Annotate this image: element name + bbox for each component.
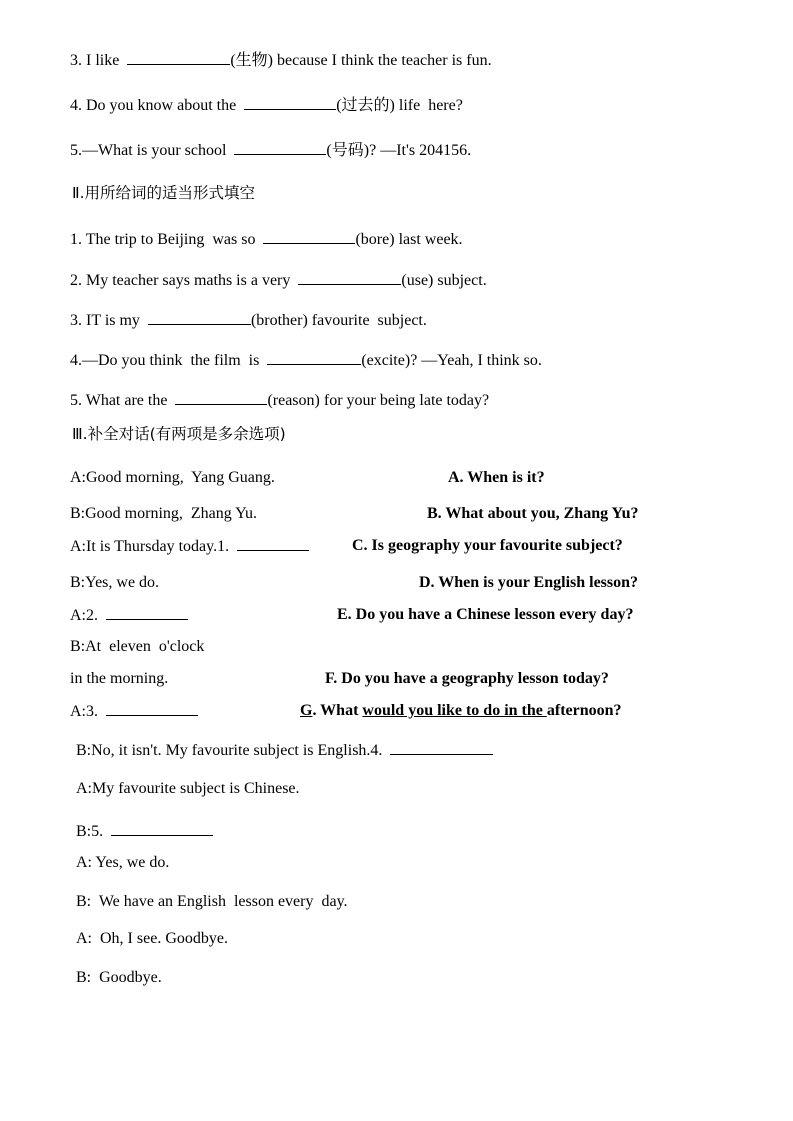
question-text: 3. I like: [70, 52, 120, 69]
question-hint: (过去的): [336, 97, 395, 114]
dialogue-line: in the morning.: [70, 670, 169, 687]
dialogue-line: A: Yes, we do.: [76, 854, 170, 871]
question-hint: (excite): [361, 352, 411, 369]
question-hint: (brother): [250, 312, 308, 329]
question-p2-4: [70, 350, 542, 371]
question-text: ? —Yeah, I think so.: [410, 352, 542, 369]
answer-blank[interactable]: [237, 536, 309, 551]
dialogue-line: B:Good morning, Zhang Yu.: [70, 505, 257, 522]
question-text: because I think the teacher is fun.: [273, 52, 492, 69]
dialogue-line: A:Good morning, Yang Guang.: [70, 469, 275, 486]
dialogue-line: B:Yes, we do.: [70, 574, 160, 591]
dialogue-line: [76, 740, 493, 761]
option-g-text: would you like to do in the: [362, 702, 547, 719]
dialogue-line: B: Goodbye.: [76, 969, 162, 986]
dialogue-line: A: Oh, I see. Goodbye.: [76, 930, 228, 947]
dialogue-text: A:2.: [70, 607, 98, 624]
question-text: for your being late today?: [319, 392, 490, 409]
option-g: [300, 701, 622, 721]
question-p2-3: [70, 310, 427, 331]
question-hint: (bore): [355, 231, 395, 248]
question-p1-3: [70, 50, 492, 71]
question-text: favourite subject.: [307, 312, 427, 329]
dialogue-line: [70, 605, 188, 626]
dialogue-line: B:At eleven o'clock: [70, 638, 205, 655]
answer-blank[interactable]: [244, 95, 336, 110]
answer-blank[interactable]: [175, 390, 267, 405]
answer-blank[interactable]: [390, 740, 493, 755]
question-text: 4.—Do you think the film is: [70, 352, 260, 369]
section-heading-3: Ⅲ.补全对话(有两项是多余选项): [72, 425, 286, 443]
question-text: 4. Do you know about the: [70, 97, 237, 114]
option-f: F. Do you have a geography lesson today?: [325, 670, 609, 687]
question-text: life here?: [394, 97, 463, 114]
answer-blank[interactable]: [111, 821, 213, 836]
answer-blank[interactable]: [127, 50, 230, 65]
question-text: 1. The trip to Beijing was so: [70, 231, 256, 248]
question-p1-5: [70, 140, 471, 161]
answer-blank[interactable]: [267, 350, 361, 365]
dialogue-line: [70, 701, 198, 722]
answer-blank[interactable]: [106, 605, 188, 620]
dialogue-text: A:It is Thursday today.1.: [70, 538, 230, 555]
dialogue-line: A:My favourite subject is Chinese.: [76, 780, 300, 797]
question-text: 5.—What is your school: [70, 142, 227, 159]
answer-blank[interactable]: [298, 270, 401, 285]
question-p1-4: [70, 95, 463, 116]
question-p2-2: [70, 270, 487, 291]
question-hint: (reason): [267, 392, 320, 409]
question-text: 5. What are the: [70, 392, 168, 409]
answer-blank[interactable]: [234, 140, 326, 155]
option-c: C. Is geography your favourite subject?: [352, 537, 623, 554]
answer-blank[interactable]: [148, 310, 251, 325]
option-g-text: . What: [312, 702, 363, 719]
question-text: subject.: [433, 272, 487, 289]
question-hint: (生物): [230, 52, 273, 69]
question-text: last week.: [394, 231, 463, 248]
option-a: A. When is it?: [448, 469, 545, 486]
answer-blank[interactable]: [263, 229, 355, 244]
question-p2-1: [70, 229, 463, 250]
option-d: D. When is your English lesson?: [419, 574, 639, 591]
question-hint: (use): [401, 272, 434, 289]
dialogue-line: [70, 536, 309, 557]
dialogue-text: B:5.: [76, 823, 104, 840]
dialogue-line: [76, 821, 213, 842]
option-b: B. What about you, Zhang Yu?: [427, 505, 639, 522]
dialogue-line: B: We have an English lesson every day.: [76, 893, 348, 910]
question-text: 2. My teacher says maths is a very: [70, 272, 291, 289]
answer-blank[interactable]: [106, 701, 198, 716]
question-text: 3. IT is my: [70, 312, 140, 329]
option-g-letter: G: [300, 702, 313, 719]
question-p2-5: [70, 390, 489, 411]
section-heading-2: Ⅱ.用所给词的适当形式填空: [72, 184, 256, 202]
option-e: E. Do you have a Chinese lesson every day?: [337, 606, 634, 623]
dialogue-text: B:No, it isn't. My favourite subject is English.4.: [76, 742, 383, 759]
question-hint: (号码): [326, 142, 370, 159]
dialogue-text: A:3.: [70, 703, 98, 720]
option-g-text: afternoon?: [546, 702, 622, 719]
question-text: ? —It's 204156.: [369, 142, 472, 159]
